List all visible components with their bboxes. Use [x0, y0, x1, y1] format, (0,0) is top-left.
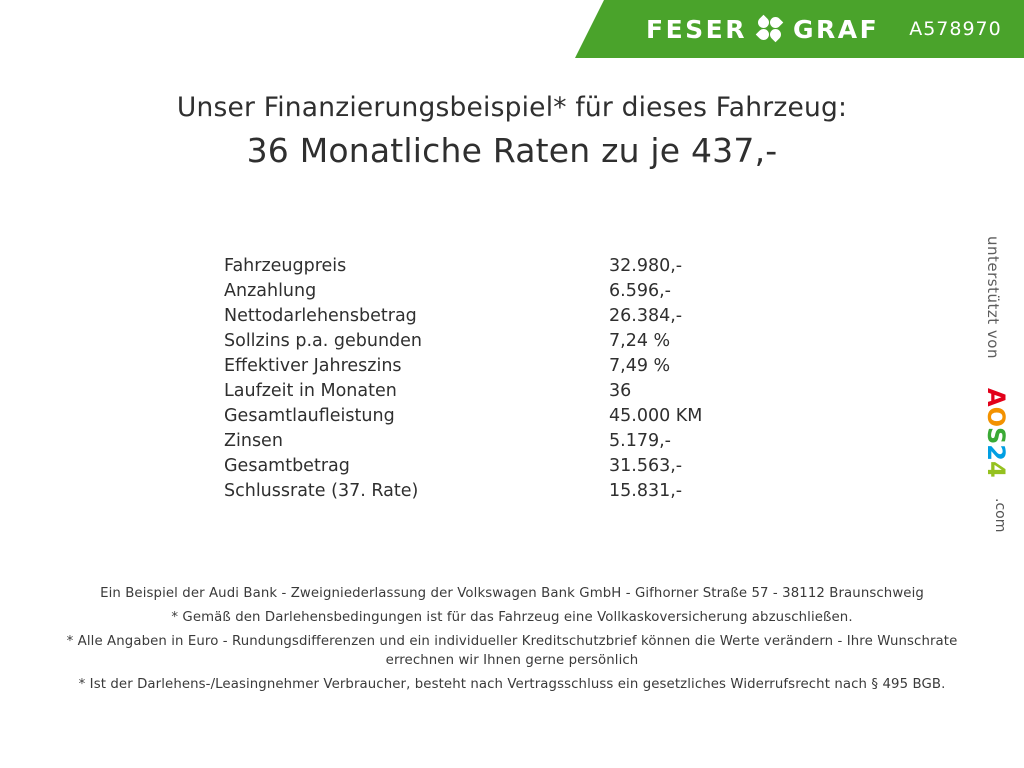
row-value: 6.596,- — [609, 281, 671, 301]
brand-name-left: FESER — [646, 14, 747, 44]
table-row — [224, 306, 784, 331]
row-value: 36 — [609, 381, 632, 401]
row-value: 31.563,- — [609, 456, 683, 476]
row-label: Effektiver Jahreszins — [224, 356, 402, 376]
table-row — [224, 481, 784, 506]
stock-code: A578970 — [909, 18, 1002, 40]
table-row — [224, 431, 784, 456]
brand-name-right: GRAF — [793, 14, 880, 44]
table-row — [224, 356, 784, 381]
aos24-logo — [982, 388, 1010, 478]
clover-icon — [758, 17, 782, 41]
table-row — [224, 406, 784, 431]
logo-domain-suffix: .com — [992, 498, 1008, 533]
table-row — [224, 281, 784, 306]
table-row — [224, 381, 784, 406]
page-title: Unser Finanzierungsbeispiel* für dieses Fahrzeug: — [176, 92, 848, 123]
row-value: 26.384,- — [609, 306, 683, 326]
row-value: 15.831,- — [609, 481, 683, 501]
row-value: 32.980,- — [609, 256, 683, 276]
row-label: Zinsen — [224, 431, 283, 451]
row-label: Laufzeit in Monaten — [224, 381, 397, 401]
row-value: 7,49 % — [609, 356, 671, 376]
footnote-bank-address: Ein Beispiel der Audi Bank - Zweigniederlassung der Volkswagen Bank GmbH - Gifhorner Straße 57 - 38112 Braunschweig — [100, 586, 924, 601]
page-subtitle: 36 Monatliche Raten zu je 437,- — [246, 131, 778, 170]
logo-char-4: 2 — [982, 444, 1010, 461]
table-row — [224, 456, 784, 481]
sidebar-supported-by — [982, 236, 1018, 536]
footnote-withdrawal-right: * Ist der Darlehens-/Leasingnehmer Verbraucher, besteht nach Vertragsschluss ein gesetzliches Widerrufsrecht nach § 495 BGB. — [78, 677, 946, 692]
row-value: 45.000 KM — [609, 406, 703, 426]
row-label: Nettodarlehensbetrag — [224, 306, 417, 326]
row-label: Anzahlung — [224, 281, 317, 301]
logo-char-2: O — [982, 406, 1010, 427]
row-label: Fahrzeugpreis — [224, 256, 347, 276]
table-row — [224, 256, 784, 281]
title-block — [0, 92, 1024, 170]
row-label: Sollzins p.a. gebunden — [224, 331, 423, 351]
table-row — [224, 331, 784, 356]
financing-figures-table — [224, 256, 784, 506]
row-value: 7,24 % — [609, 331, 671, 351]
header-banner — [604, 0, 1024, 58]
row-label: Schlussrate (37. Rate) — [224, 481, 419, 501]
logo-char-5: 4 — [982, 460, 1010, 478]
footnote-currency: * Alle Angaben in Euro - Rundungsdifferenzen und ein individueller Kreditschutzbrief können die Werte verändern - Ihre Wunschrate errechnen wir Ihnen gerne persönlich — [66, 634, 958, 668]
supported-by-label: unterstützt von — [984, 236, 1002, 359]
logo-char-3: S — [982, 426, 1010, 445]
brand-logo — [646, 15, 879, 44]
footnote-insurance: * Gemäß den Darlehensbedingungen ist für das Fahrzeug eine Vollkaskoversicherung abzuschließen. — [171, 610, 853, 625]
row-value: 5.179,- — [609, 431, 671, 451]
footnotes — [0, 584, 1024, 694]
row-label: Gesamtbetrag — [224, 456, 350, 476]
logo-char-1: A — [982, 388, 1010, 407]
row-label: Gesamtlaufleistung — [224, 406, 395, 426]
